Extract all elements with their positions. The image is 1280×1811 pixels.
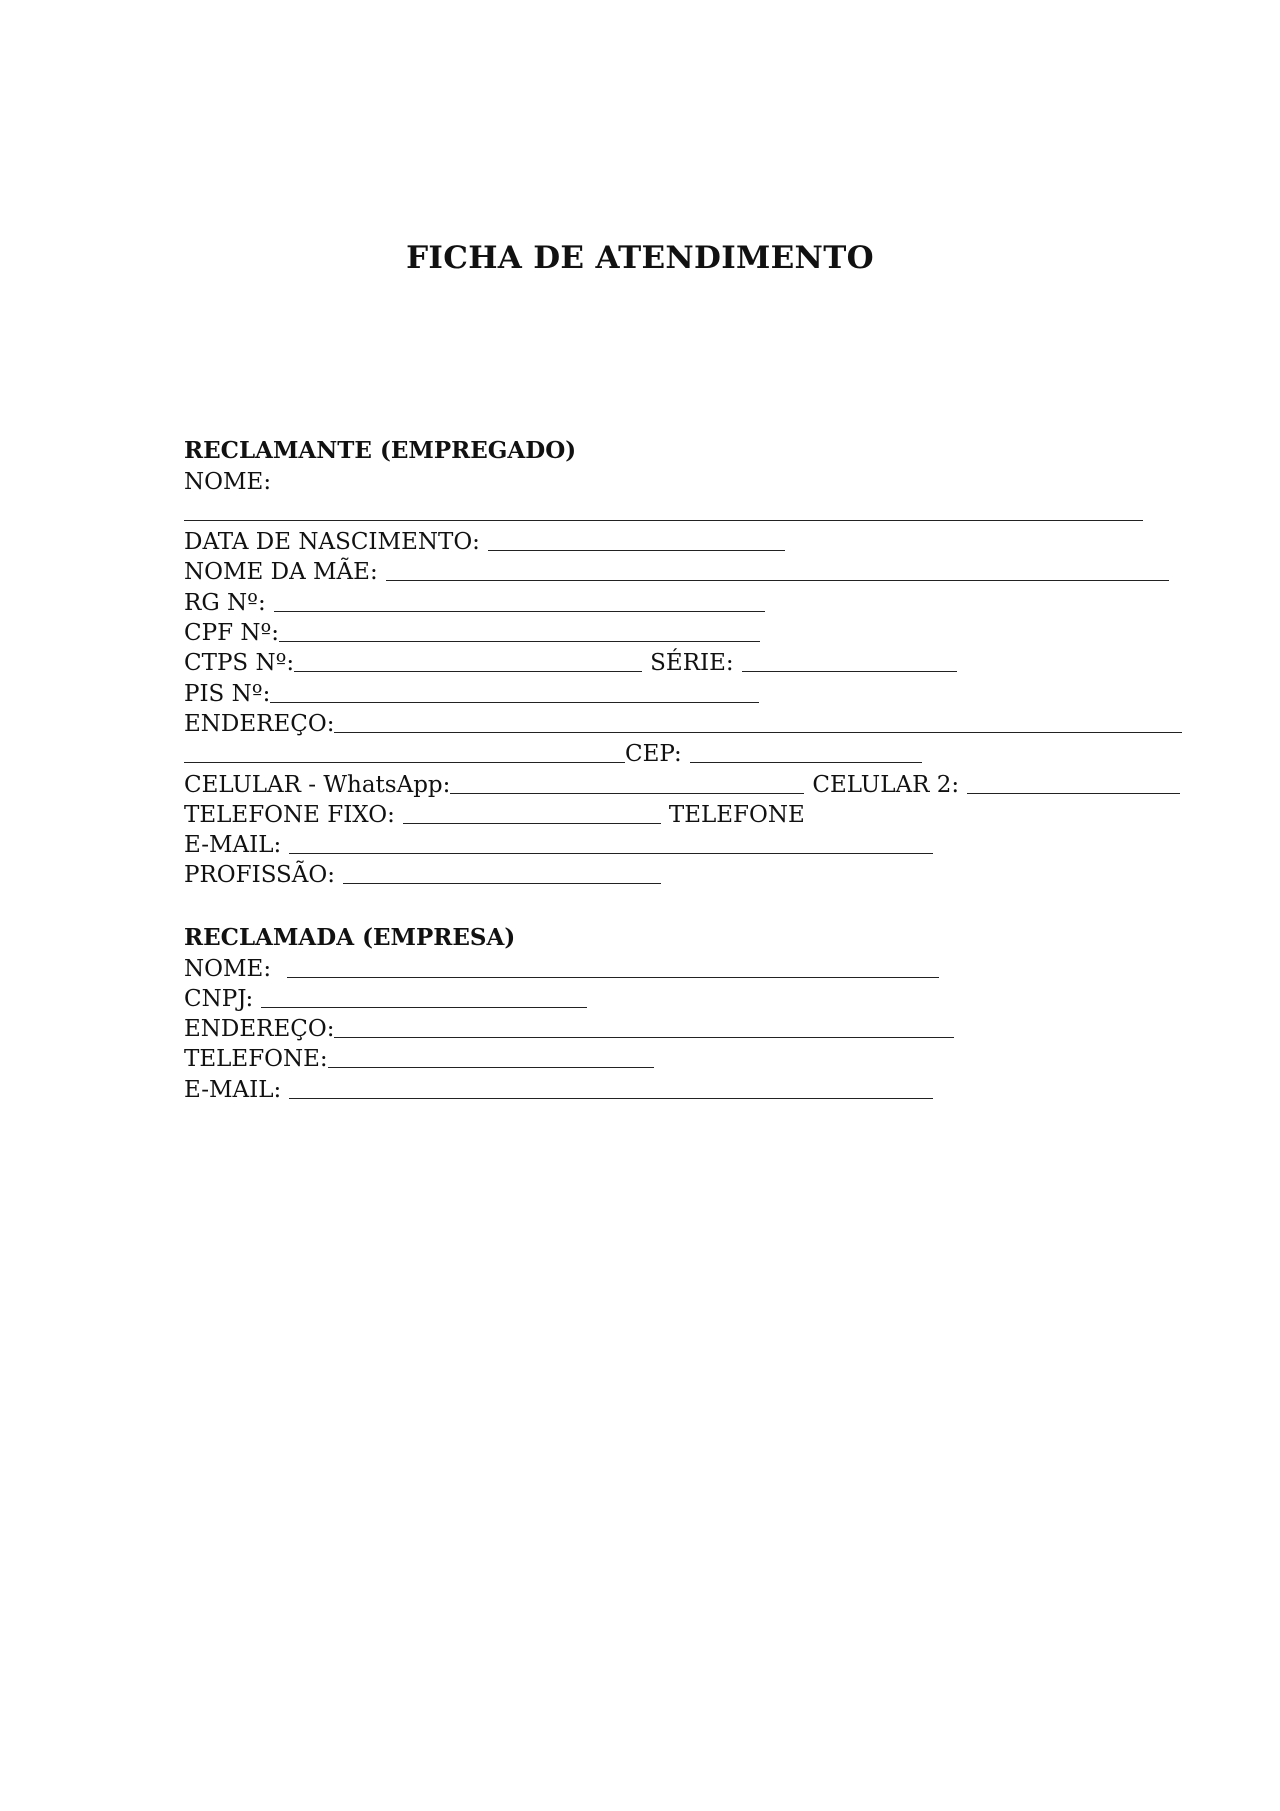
reclamada-nome-row xyxy=(184,953,1184,983)
reclamante-email-field[interactable] xyxy=(289,833,933,854)
telefone-fixo-field[interactable] xyxy=(403,803,661,824)
reclamada-email-field[interactable] xyxy=(289,1078,933,1099)
profissao-row xyxy=(184,860,1184,890)
reclamada-email-row xyxy=(184,1074,1184,1104)
reclamada-nome-label: NOME: xyxy=(184,955,272,982)
pis-field[interactable] xyxy=(270,682,759,703)
pis-row xyxy=(184,678,1184,708)
ctps-field[interactable] xyxy=(294,651,642,672)
reclamada-endereco-field[interactable] xyxy=(334,1017,954,1038)
reclamante-nome-label: NOME: xyxy=(184,468,272,495)
reclamada-endereco-row xyxy=(184,1014,1184,1044)
rg-row xyxy=(184,587,1184,617)
endereco-continuation-field[interactable] xyxy=(184,742,625,763)
reclamante-endereco-label: ENDEREÇO: xyxy=(184,710,335,737)
celular-whatsapp-label: CELULAR - WhatsApp: xyxy=(184,771,451,798)
celular2-field[interactable] xyxy=(967,773,1180,794)
celular-whatsapp-field[interactable] xyxy=(450,773,804,794)
serie-field[interactable] xyxy=(742,651,957,672)
document-title: FICHA DE ATENDIMENTO xyxy=(406,240,874,276)
reclamante-section xyxy=(184,436,1184,890)
telefone-label: TELEFONE xyxy=(668,801,805,828)
pis-label: PIS Nº: xyxy=(184,680,271,707)
reclamante-email-row xyxy=(184,830,1184,860)
reclamada-telefone-row xyxy=(184,1044,1184,1074)
data-nascimento-field[interactable] xyxy=(488,530,785,551)
reclamante-email-label: E-MAIL: xyxy=(184,832,282,859)
ctps-label: CTPS Nº: xyxy=(184,650,295,677)
profissao-field[interactable] xyxy=(343,863,661,884)
reclamante-endereco-field[interactable] xyxy=(334,712,1182,733)
ctps-row xyxy=(184,648,1184,678)
cep-label: CEP: xyxy=(625,741,682,768)
cpf-label: CPF Nº: xyxy=(184,620,280,647)
reclamada-section xyxy=(184,923,1184,1105)
cep-field[interactable] xyxy=(690,742,922,763)
reclamante-endereco-row xyxy=(184,709,1184,739)
data-nascimento-label: DATA DE NASCIMENTO: xyxy=(184,529,480,556)
cnpj-label: CNPJ: xyxy=(184,985,254,1012)
telefone-row xyxy=(184,800,1184,830)
celular-row xyxy=(184,769,1184,799)
nome-mae-field[interactable] xyxy=(386,560,1169,581)
reclamante-nome-field[interactable] xyxy=(184,500,1143,521)
cpf-field[interactable] xyxy=(279,621,760,642)
reclamada-email-label: E-MAIL: xyxy=(184,1076,282,1103)
nome-mae-label: NOME DA MÃE: xyxy=(184,559,378,586)
cep-row xyxy=(184,739,1184,769)
celular2-label: CELULAR 2: xyxy=(812,771,960,798)
reclamante-nome-blank-row xyxy=(184,497,1184,527)
reclamada-heading: RECLAMADA (EMPRESA) xyxy=(184,924,516,952)
cnpj-row xyxy=(184,984,1184,1014)
cpf-row xyxy=(184,618,1184,648)
nome-mae-row xyxy=(184,557,1184,587)
data-nascimento-row xyxy=(184,527,1184,557)
rg-label: RG Nº: xyxy=(184,589,266,616)
profissao-label: PROFISSÃO: xyxy=(184,862,336,889)
reclamada-telefone-field[interactable] xyxy=(328,1047,654,1068)
reclamada-nome-field[interactable] xyxy=(287,957,939,978)
rg-field[interactable] xyxy=(274,591,765,612)
cnpj-field[interactable] xyxy=(261,987,587,1008)
reclamante-heading: RECLAMANTE (EMPREGADO) xyxy=(184,437,577,465)
reclamada-endereco-label: ENDEREÇO: xyxy=(184,1016,335,1043)
telefone-fixo-label: TELEFONE FIXO: xyxy=(184,801,395,828)
reclamada-telefone-label: TELEFONE: xyxy=(184,1046,328,1073)
serie-label: SÉRIE: xyxy=(650,650,734,677)
reclamante-nome-row xyxy=(184,466,1184,496)
